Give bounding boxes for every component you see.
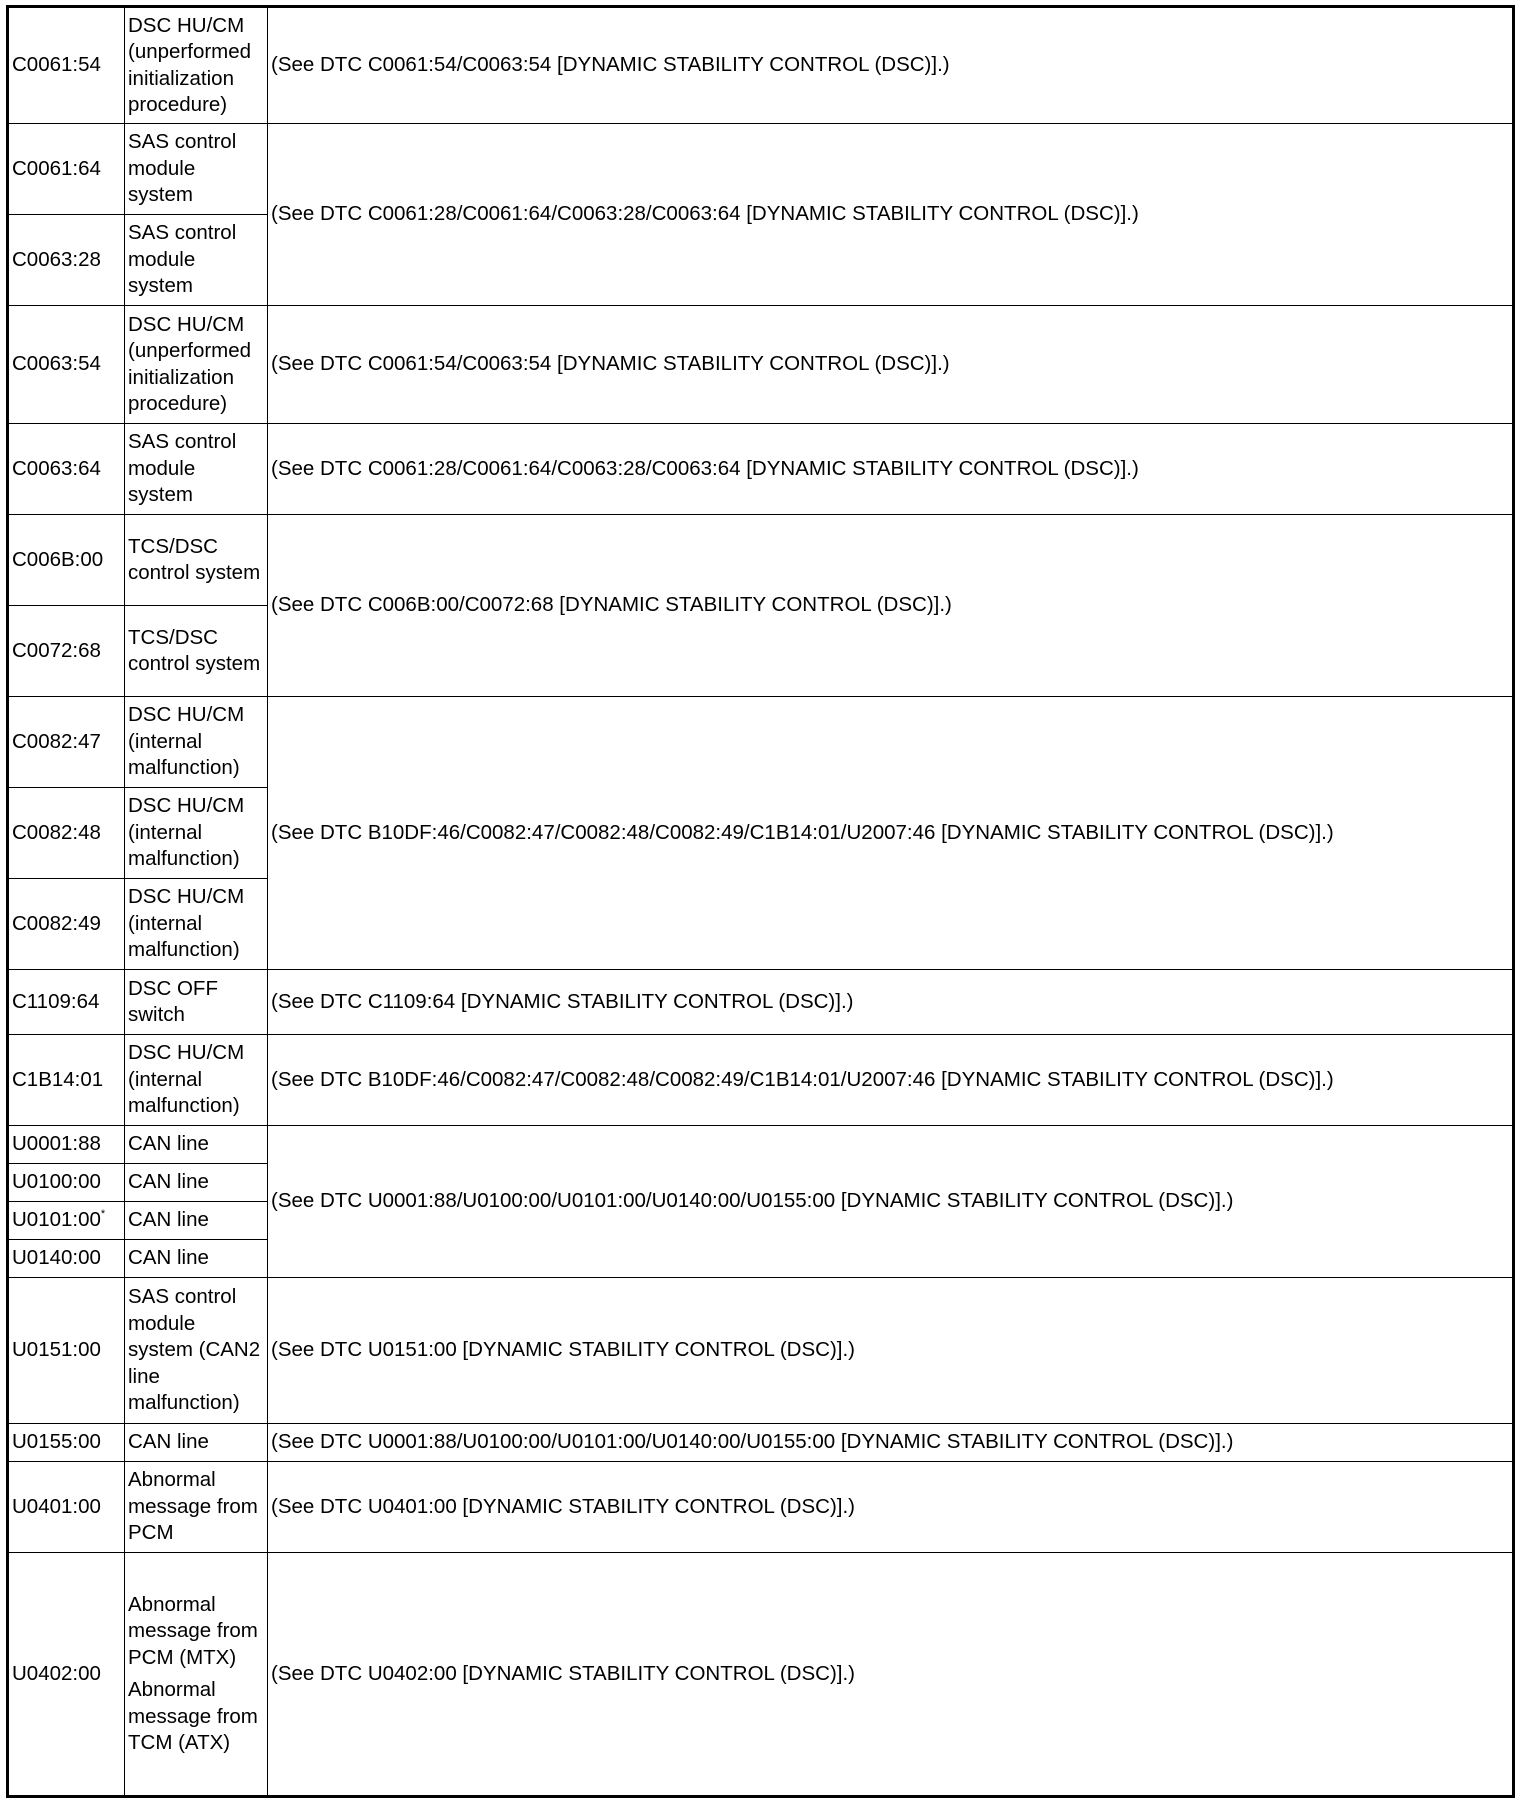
detection-condition: SAS control module system (125, 424, 268, 515)
detection-condition: DSC HU/CM (unperformed initialization procedure) (125, 7, 268, 124)
detection-condition: DSC HU/CM (unperformed initialization procedure) (125, 306, 268, 424)
detection-condition: CAN line (125, 1164, 268, 1202)
table-row (8, 697, 1514, 788)
dtc-code: U0155:00 (8, 1424, 125, 1462)
table-row (8, 424, 1514, 515)
detection-condition: CAN line (125, 1202, 268, 1240)
table-row (8, 1553, 1514, 1797)
dtc-code: C0063:64 (8, 424, 125, 515)
detection-condition: DSC HU/CM (internal malfunction) (125, 1035, 268, 1126)
dtc-table (6, 5, 1515, 1798)
dtc-reference: (See DTC C0061:54/C0063:54 [DYNAMIC STABILITY CONTROL (DSC)].) (268, 7, 1514, 124)
detection-condition (125, 1553, 268, 1797)
dtc-reference: (See DTC C1109:64 [DYNAMIC STABILITY CONTROL (DSC)].) (268, 970, 1514, 1035)
detection-condition: CAN line (125, 1240, 268, 1278)
detection-condition-mtx: Abnormal message from PCM (MTX) (128, 1592, 258, 1669)
dtc-code: U0401:00 (8, 1462, 125, 1553)
table-row (8, 1424, 1514, 1462)
table-row (8, 970, 1514, 1035)
dtc-code: C1B14:01 (8, 1035, 125, 1126)
detection-condition: SAS control module system (CAN2 line malfunction) (125, 1278, 268, 1424)
dtc-reference: (See DTC U0401:00 [DYNAMIC STABILITY CONTROL (DSC)].) (268, 1462, 1514, 1553)
dtc-reference: (See DTC C0061:28/C0061:64/C0063:28/C0063:64 [DYNAMIC STABILITY CONTROL (DSC)].) (268, 124, 1514, 306)
dtc-code: C0063:54 (8, 306, 125, 424)
dtc-code: C0061:54 (8, 7, 125, 124)
dtc-reference: (See DTC C006B:00/C0072:68 [DYNAMIC STABILITY CONTROL (DSC)].) (268, 515, 1514, 697)
dtc-code: C0072:68 (8, 606, 125, 697)
table-row (8, 1035, 1514, 1126)
dtc-code: C0082:47 (8, 697, 125, 788)
dtc-reference: (See DTC C0061:54/C0063:54 [DYNAMIC STABILITY CONTROL (DSC)].) (268, 306, 1514, 424)
dtc-reference: (See DTC B10DF:46/C0082:47/C0082:48/C0082:49/C1B14:01/U2007:46 [DYNAMIC STABILITY CONTROL (DSC)].) (268, 1035, 1514, 1126)
dtc-reference: (See DTC B10DF:46/C0082:47/C0082:48/C0082:49/C1B14:01/U2007:46 [DYNAMIC STABILITY CONTROL (DSC)].) (268, 697, 1514, 970)
detection-condition: TCS/DSC control system (125, 606, 268, 697)
dtc-code: U0001:88 (8, 1126, 125, 1164)
table-row (8, 7, 1514, 124)
dtc-reference: (See DTC U0001:88/U0100:00/U0101:00/U0140:00/U0155:00 [DYNAMIC STABILITY CONTROL (DSC)].) (268, 1424, 1514, 1462)
detection-condition: DSC HU/CM (internal malfunction) (125, 788, 268, 879)
detection-condition: DSC HU/CM (internal malfunction) (125, 697, 268, 788)
dtc-reference: (See DTC C0061:28/C0061:64/C0063:28/C0063:64 [DYNAMIC STABILITY CONTROL (DSC)].) (268, 424, 1514, 515)
detection-condition: CAN line (125, 1424, 268, 1462)
detection-condition: CAN line (125, 1126, 268, 1164)
dtc-reference: (See DTC U0402:00 [DYNAMIC STABILITY CONTROL (DSC)].) (268, 1553, 1514, 1797)
dtc-code: C006B:00 (8, 515, 125, 606)
table-row (8, 124, 1514, 215)
detection-condition-atx: Abnormal message from TCM (ATX) (128, 1678, 258, 1754)
detection-condition: SAS control module system (125, 124, 268, 215)
dtc-code: U0151:00 (8, 1278, 125, 1424)
dtc-code: C0063:28 (8, 215, 125, 306)
detection-condition: DSC HU/CM (internal malfunction) (125, 879, 268, 970)
dtc-reference: (See DTC U0001:88/U0100:00/U0101:00/U0140:00/U0155:00 [DYNAMIC STABILITY CONTROL (DSC)].) (268, 1126, 1514, 1278)
dtc-code-text: U0101:00 (12, 1208, 101, 1232)
table-row (8, 1278, 1514, 1424)
footnote-mark: * (100, 1208, 106, 1221)
dtc-code (8, 1202, 125, 1240)
dtc-code: C0061:64 (8, 124, 125, 215)
dtc-code: U0100:00 (8, 1164, 125, 1202)
table-row (8, 306, 1514, 424)
table-row (8, 1462, 1514, 1553)
detection-condition: SAS control module system (125, 215, 268, 306)
dtc-code: C0082:49 (8, 879, 125, 970)
dtc-code: C1109:64 (8, 970, 125, 1035)
detection-condition: DSC OFF switch (125, 970, 268, 1035)
dtc-code: U0140:00 (8, 1240, 125, 1278)
dtc-reference: (See DTC U0151:00 [DYNAMIC STABILITY CONTROL (DSC)].) (268, 1278, 1514, 1424)
table-row (8, 1126, 1514, 1164)
detection-condition: Abnormal message from PCM (125, 1462, 268, 1553)
dtc-code: C0082:48 (8, 788, 125, 879)
table-row (8, 515, 1514, 606)
detection-condition: TCS/DSC control system (125, 515, 268, 606)
dtc-code: U0402:00 (8, 1553, 125, 1797)
